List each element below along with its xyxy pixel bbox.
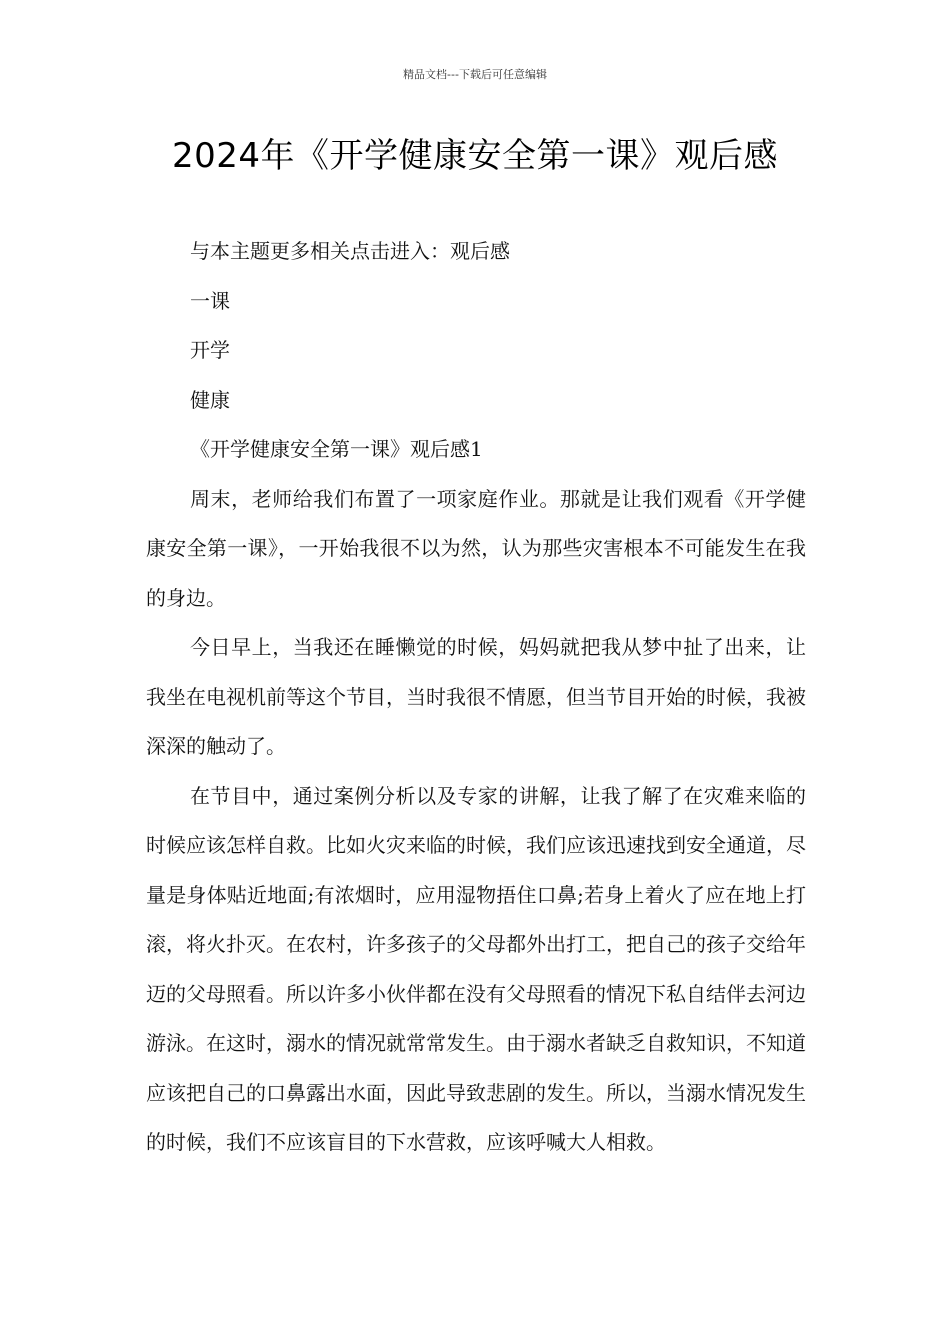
paragraph: 周末，老师给我们布置了一项家庭作业。那就是让我们观看《开学健康安全第一课》，一开始我很不以为然，认为那些灾害根本不可能发生在我的身边。 bbox=[146, 486, 806, 610]
tag-line: 开学 bbox=[190, 338, 230, 362]
header-note: 精品文档---下载后可任意编辑 bbox=[403, 68, 547, 81]
topic-link-line: 与本主题更多相关点击进入：观后感 bbox=[190, 239, 510, 263]
document-body bbox=[146, 227, 806, 1168]
tag-line: 健康 bbox=[190, 387, 230, 412]
tag-line: 一课 bbox=[190, 288, 230, 313]
paragraph: 在节目中，通过案例分析以及专家的讲解，让我了解了在灾难来临的时候应该怎样自救。比如火灾来临的时候，我们应该迅速找到安全通道，尽量是身体贴近地面;有浓烟时，应用湿物捂住口鼻;若身上着火了应在地上打滚，将火扑灭。在农村，许多孩子的父母都外出打工，把自己的孩子交给年迈的父母照看。所以许多小伙伴都在没有父母照看的情况下私自结伴去河边游泳。在这时，溺水的情况就常常发生。由于溺水者缺乏自救知识，不知道应该把自己的口鼻露出水面，因此导致悲剧的发生。所以，当溺水情况发生的时候，我们不应该盲目的下水营救，应该呼喊大人相救。 bbox=[146, 783, 806, 1154]
section-heading: 《开学健康安全第一课》观后感1 bbox=[190, 437, 483, 461]
document-title: 2024年《开学健康安全第一课》观后感 bbox=[171, 136, 779, 176]
paragraph: 今日早上，当我还在睡懒觉的时候，妈妈就把我从梦中扯了出来，让我坐在电视机前等这个节目，当时我很不情愿，但当节目开始的时候，我被深深的触动了。 bbox=[146, 635, 806, 758]
